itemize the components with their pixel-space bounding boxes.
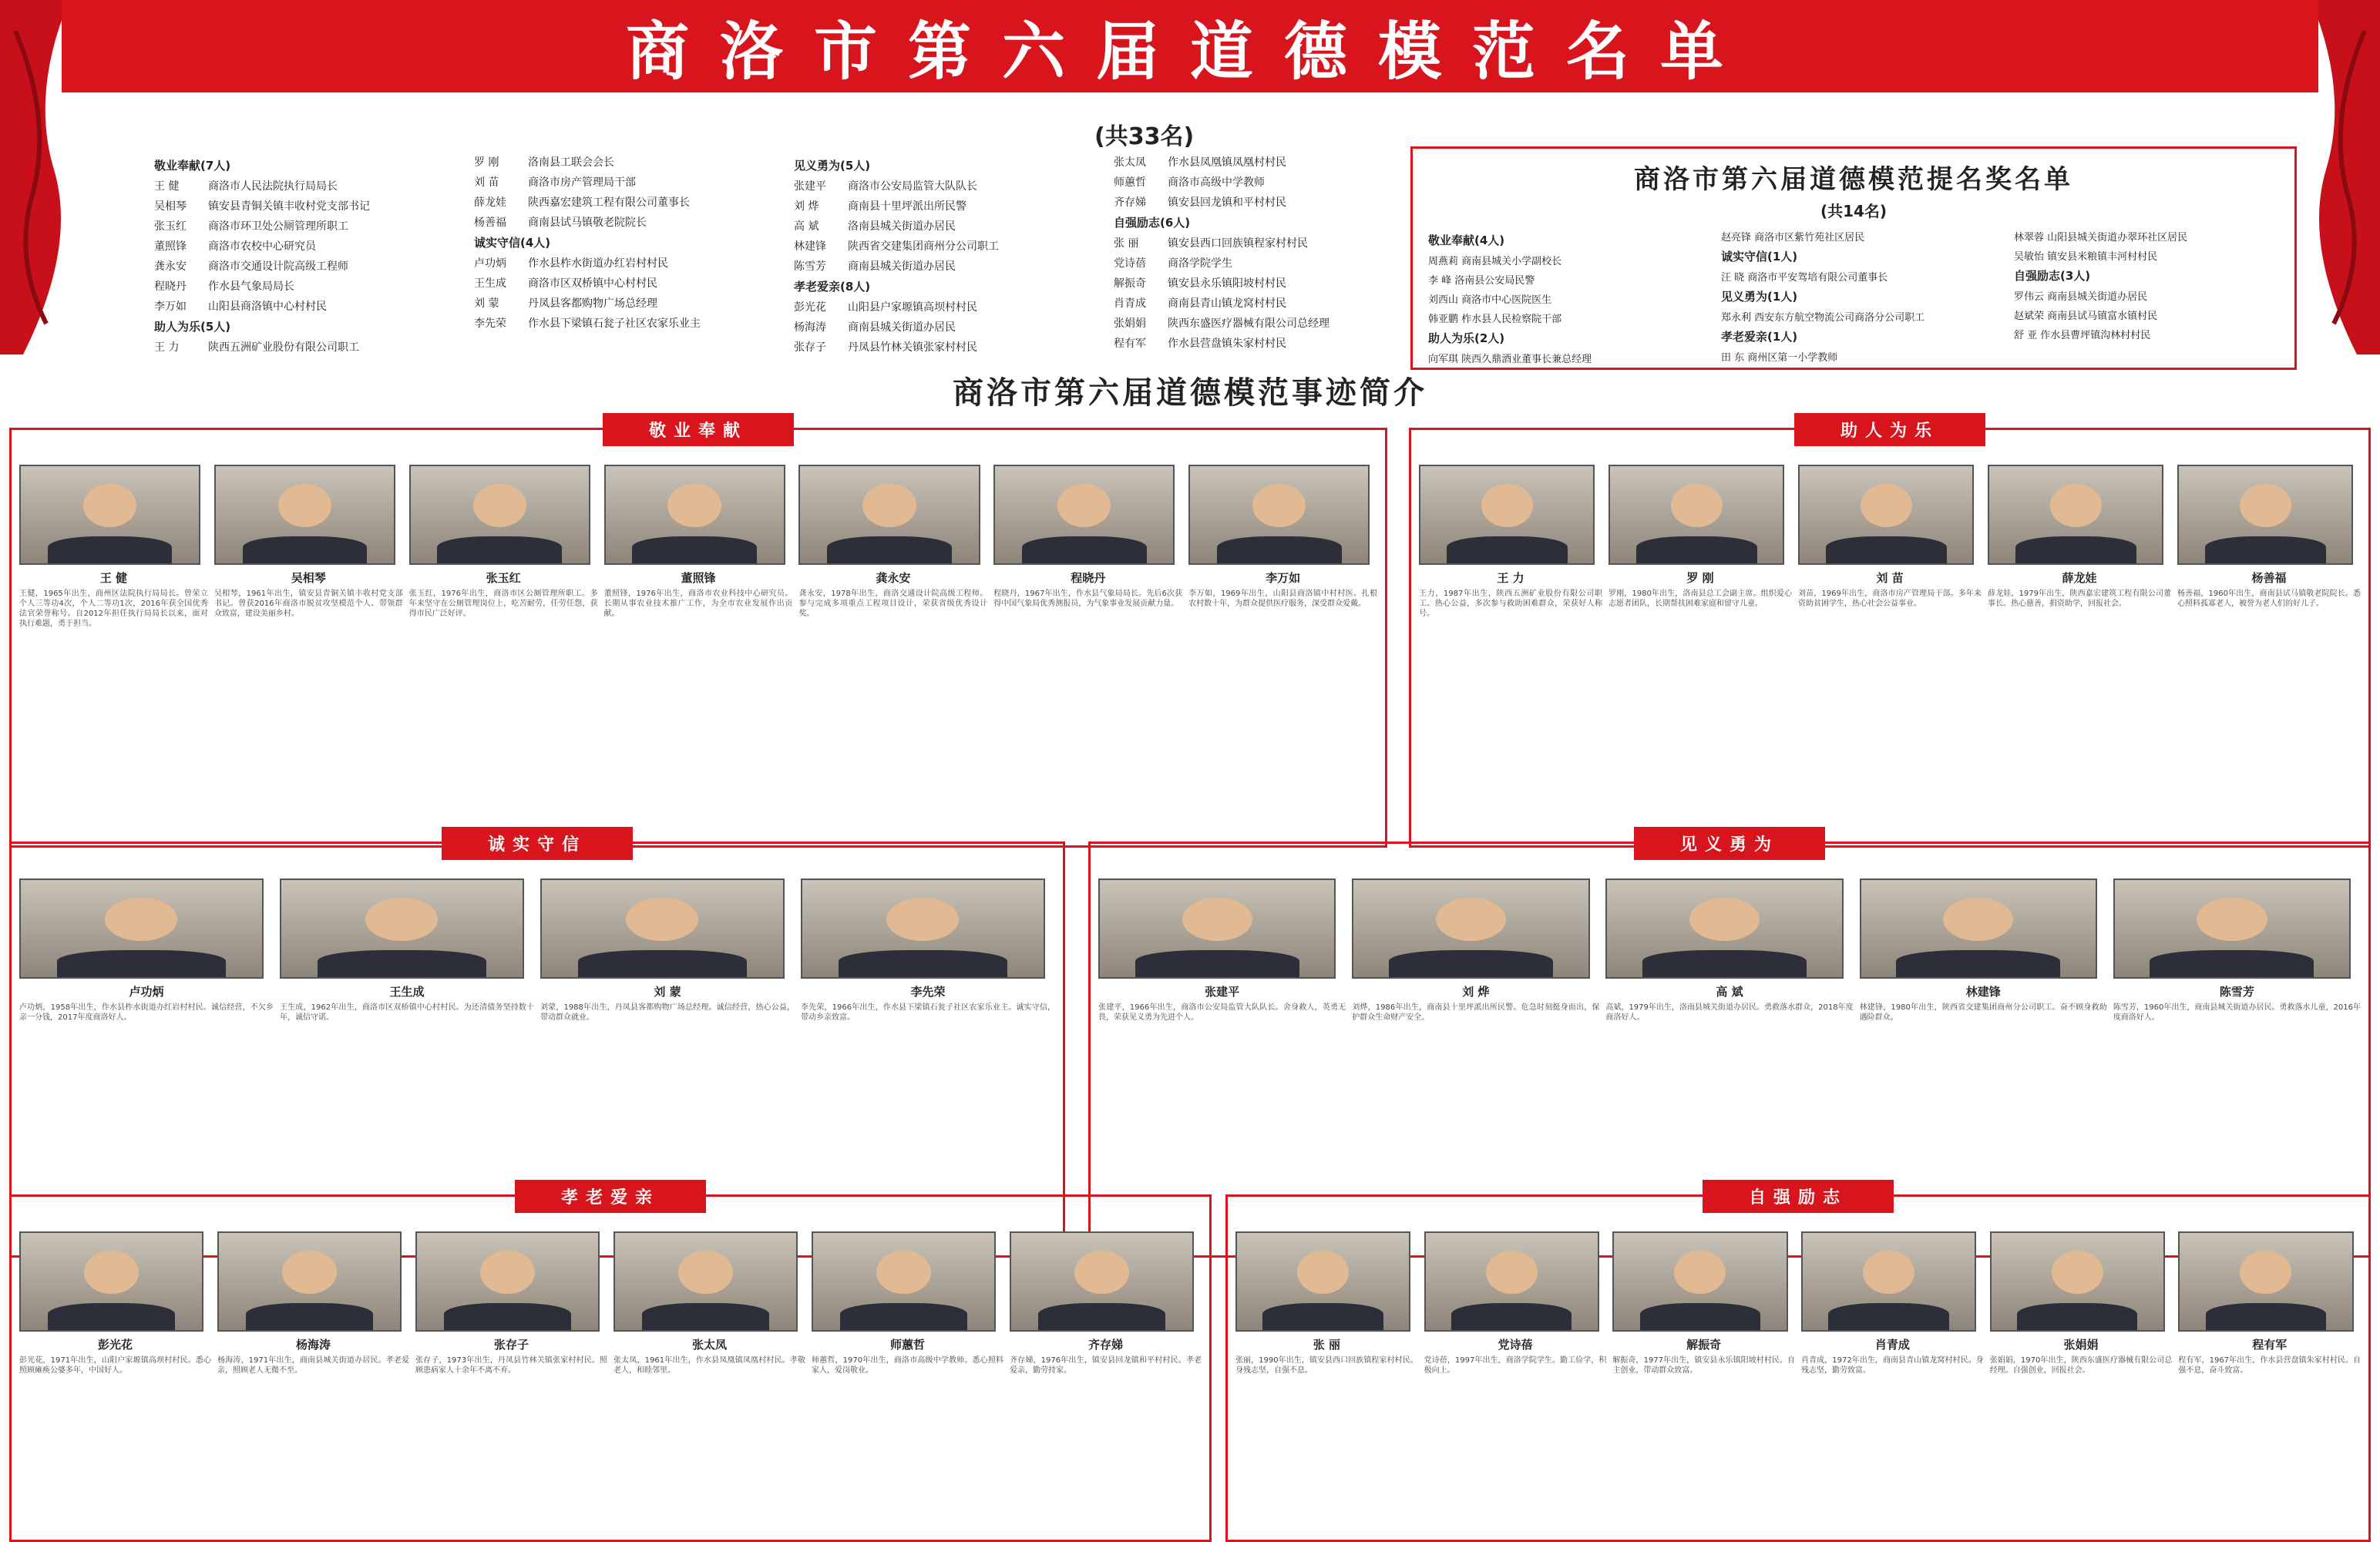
person-name: 肖青成 [1114,297,1146,310]
category-heading: 见义勇为(1人) [1721,290,1798,304]
person-unit: 商南县试马镇敬老院院长 [528,217,647,229]
portrait-photo [812,1231,996,1332]
person-name: 王 力 [154,341,180,354]
name-row [794,238,1067,254]
person-name: 吴相琴 [291,571,326,585]
person-card [1419,465,1602,838]
portrait-photo [1988,465,2163,565]
person-bio: 刘烨，1986年出生，商南县十里坪派出所民警。危急时刻挺身而出，保护群众生命财产安全。 [1352,1003,1600,1022]
person-name: 王生成 [389,985,425,999]
portrait-photo [1801,1231,1976,1332]
category-heading: 助人为乐(5人) [154,320,231,334]
name-row [1114,275,1387,291]
person-name: 卢功炳 [474,257,506,270]
person-bio: 程有军，1967年出生，作水县营盘镇朱家村村民。自强不息，奋斗致富。 [2178,1356,2362,1375]
person-unit: 丹凤县竹林关镇张家村村民 [848,341,977,354]
person-name: 张娟娟 [2063,1338,2099,1352]
portrait-photo [1352,879,1589,979]
person-bio: 张娟娟，1970年出生，陕西东盛医疗器械有限公司总经理。自强创业，回报社会。 [1989,1356,2173,1375]
person-name: 王 力 [1497,571,1524,585]
name-row [474,194,748,210]
person-bio: 刘蒙，1988年出生，丹凤县客都购物广场总经理。诚信经营，热心公益，带动群众就业。 [540,1003,795,1022]
person-bio: 吴相琴，1961年出生，镇安县青铜关镇丰收村党支部书记。曾获2016年商洛市脱贫攻坚模范个人。带领群众致富，建设美丽乡村。 [213,590,403,618]
nominee-row: 林翠蓉 山阳县城关街道办翠环社区居民 [2014,232,2188,244]
portrait-photo [19,879,264,979]
person-card [801,879,1055,1248]
person-bio: 张存子，1973年出生，丹凤县竹林关镇张家村村民。照顾患病家人十余年不离不弃。 [415,1356,607,1375]
person-bio: 高斌，1979年出生，洛南县城关街道办居民。勇救落水群众，2018年度商洛好人。 [1605,1003,1854,1022]
person-name: 程有军 [1114,338,1146,350]
person-card [1235,1231,1418,1532]
person-bio: 陈雪芳，1960年出生，商南县城关街道办居民。勇救落水儿童，2016年度商洛好人。 [2113,1003,2362,1022]
portrait-photo [1990,1231,2165,1332]
person-card [1010,1231,1202,1532]
panel-ziqiang [1225,1188,2371,1542]
nominee-row: 舒 亚 作水县曹坪镇沟林村村民 [2014,330,2151,341]
person-name: 张玉红 [154,220,187,233]
person-name: 刘 蒙 [474,297,499,310]
portrait-photo [1612,1231,1787,1332]
person-bio: 党诗蓓，1997年出生，商洛学院学生。勤工俭学，积极向上。 [1424,1356,1607,1375]
person-name: 龚永安 [154,260,187,273]
person-name: 董照锋 [154,240,187,253]
portrait-photo [798,465,980,565]
person-card [604,465,793,838]
person-card [993,465,1182,838]
person-name: 李先荣 [910,985,946,999]
name-column [794,154,1067,362]
person-name: 党诗蓓 [1114,257,1146,270]
person-card [2178,1231,2361,1532]
person-bio: 王生成，1962年出生，商洛市区双桥镇中心村村民。为还清债务坚持数十年，诚信守诺。 [280,1003,534,1022]
portrait-photo [19,465,200,565]
person-card [613,1231,805,1532]
person-name: 刘 苗 [1876,571,1904,585]
portrait-photo [1098,879,1336,979]
person-name: 师蕙哲 [889,1338,925,1352]
portrait-photo [540,879,785,979]
person-name: 杨善福 [474,217,506,229]
section-tag: 孝老爱亲 [515,1180,706,1213]
person-bio: 李万如，1969年出生，山阳县商洛镇中村村医。扎根农村数十年，为群众提供医疗服务，深受群众爱戴。 [1188,590,1378,608]
nominee-title: 商洛市第六届道德模范提名奖名单 [1634,164,2073,195]
category-heading: 见义勇为(5人) [794,159,871,173]
portrait-photo [2113,879,2351,979]
person-bio: 王力，1987年出生，陕西五洲矿业股份有限公司职工。热心公益，多次参与救助困难群众，荣获好人称号。 [1419,590,1602,618]
name-row [474,315,748,331]
person-bio: 龚永安，1978年出生，商洛交通设计院高级工程师。参与完成多项重点工程项目设计，荣获省级优秀设计奖。 [798,590,988,618]
person-unit: 山阳县商洛镇中心村村民 [208,301,327,313]
person-card [2113,879,2361,1248]
portrait-photo [2178,1231,2353,1332]
person-name: 解振奇 [1686,1338,1722,1352]
person-card [1098,879,1346,1248]
nominee-row: 吴敏怡 镇安县米粮镇丰河村村民 [2014,251,2158,263]
person-bio: 彭光花，1971年出生，山阳户家塬镇高坝村村民。悉心照顾瘫痪公婆多年，中国好人。 [19,1356,211,1375]
panel-xiaolao [9,1188,1212,1542]
nominee-column [2014,229,2276,370]
portrait-photo [409,465,590,565]
person-card [214,465,403,838]
person-unit: 商洛市高级中学教师 [1168,176,1265,189]
name-row [1114,154,1387,170]
person-bio: 杨善福，1960年出生，商南县试马镇敬老院院长。悉心照料孤寡老人，被誉为老人们的好儿子。 [2177,590,2361,608]
person-name: 吴相琴 [154,200,187,213]
name-row [154,178,428,193]
person-bio: 齐存娣，1976年出生，镇安县回龙镇和平村村民。孝老爱亲，勤劳持家。 [1010,1356,1202,1375]
person-name: 齐存娣 [1114,197,1146,209]
person-bio: 薛龙娃，1979年出生，陕西嘉宏建筑工程有限公司董事长。热心慈善，捐资助学，回报社会。 [1988,590,2171,608]
name-row [154,278,428,294]
name-row [1114,335,1387,351]
person-name: 李先荣 [474,317,506,330]
person-name: 张玉红 [486,571,521,585]
category-heading: 孝老爱亲(1人) [1721,330,1798,344]
person-name: 彭光花 [794,301,826,314]
section-subtitle: 商洛市第六届道德模范事迹简介 [953,375,1427,411]
person-name: 刘 苗 [474,176,499,189]
person-card [1798,465,1982,838]
page-title: 商洛市第六届道德模范名单 [625,15,1754,89]
person-bio: 董照锋，1976年出生，商洛市农业科技中心研究员。长期从事农业技术推广工作，为全市农业发展作出贡献。 [603,590,793,618]
category-heading: 孝老爱亲(8人) [794,280,871,294]
person-name: 程晓丹 [1071,571,1106,585]
person-card [798,465,987,838]
category-heading: 助人为乐(2人) [1428,331,1505,345]
person-bio: 程晓丹，1967年出生，作水县气象局局长。先后6次获得中国气象局优秀测报员，为气象事业发展贡献力量。 [993,590,1183,608]
person-card [19,465,208,838]
person-unit: 山阳县户家塬镇高坝村村民 [848,301,977,314]
nominee-columns [1428,229,2279,370]
person-card [1988,465,2171,838]
category-heading: 敬业奉献(7人) [154,159,231,173]
person-unit: 镇安县西口回族镇程家村村民 [1168,237,1308,250]
name-row [794,319,1067,334]
ribbon-decoration-right [2311,0,2380,354]
name-row [474,214,748,230]
person-name: 程晓丹 [154,281,187,293]
person-unit: 商洛市交通设计院高级工程师 [208,260,348,273]
person-bio: 李先荣，1966年出生，作水县下梁镇石瓮子社区农家乐业主。诚实守信，带动乡亲致富。 [801,1003,1055,1022]
person-name: 肖青成 [1874,1338,1910,1352]
person-unit: 商洛市农校中心研究员 [208,240,316,253]
nominee-row: 罗伟云 商南县城关街道办居民 [2014,291,2148,303]
portrait-photo [1860,879,2097,979]
name-row [474,275,748,291]
person-name: 张太凤 [1114,156,1146,169]
name-row [794,198,1067,213]
portrait-photo [1419,465,1595,565]
person-name: 薛龙娃 [2062,571,2097,585]
person-name: 林建锋 [794,240,826,253]
name-column [154,154,428,362]
person-card [19,879,274,1248]
person-name: 张存子 [794,341,826,354]
person-unit: 陕西东盛医疗器械有限公司总经理 [1168,317,1330,330]
nominee-row: 周燕莉 商南县城关小学副校长 [1428,256,1562,267]
category-heading: 自强励志(6人) [1114,216,1191,230]
person-card [1801,1231,1984,1532]
person-unit: 作水县凤凰镇凤凰村村民 [1168,156,1286,169]
person-unit: 镇安县永乐镇阳坡村村民 [1168,277,1286,290]
name-row [154,238,428,254]
name-row [474,255,748,270]
name-row [474,154,748,170]
name-row [1114,255,1387,270]
person-unit: 商洛市房产管理局干部 [528,176,636,189]
person-name: 高 斌 [794,220,819,233]
person-unit: 作水县营盘镇朱家村村民 [1168,338,1286,350]
person-name: 张建平 [1205,985,1240,999]
person-bio: 杨海涛，1971年出生，商南县城关街道办居民。孝老爱亲，照顾老人无微不至。 [217,1356,409,1375]
person-unit: 陕西嘉宏建筑工程有限公司董事长 [528,197,690,209]
portrait-photo [19,1231,203,1332]
person-bio: 卢功炳，1958年出生，作水县柞水街道办红岩村村民。诚信经营，不欠乡亲一分钱，2017年度商洛好人。 [19,1003,274,1022]
nominee-row: 赵亮锋 商洛市区紫竹苑社区居民 [1721,232,1865,244]
portrait-photo [613,1231,798,1332]
person-bio: 师蕙哲，1970年出生，商洛市高级中学教师。悉心照料家人，爱岗敬业。 [812,1356,1003,1375]
person-card [812,1231,1003,1532]
name-row [794,339,1067,354]
person-name: 张存子 [493,1338,529,1352]
nominee-row: 赵斌荣 商南县试马镇富水镇村民 [2014,311,2158,322]
person-bio: 张太凤，1961年出生，作水县凤凰镇凤凰村村民。孝敬老人，和睦邻里。 [613,1356,805,1375]
nominee-row: 田 东 商州区第一小学教师 [1721,352,1838,364]
person-name: 彭光花 [97,1338,133,1352]
name-row [794,299,1067,314]
person-bio: 林建锋，1980年出生，陕西省交建集团商州分公司职工。奋不顾身救助遇险群众。 [1859,1003,2107,1022]
person-name: 党诗蓓 [1498,1338,1533,1352]
person-card [217,1231,409,1532]
name-row [154,218,428,233]
person-name: 罗 刚 [1686,571,1714,585]
nominee-row: 向军琪 陕西久鼎酒业董事长兼总经理 [1428,354,1592,365]
name-row [474,174,748,190]
nominee-column [1721,229,1983,370]
nominee-row: 李 峰 洛南县公安局民警 [1428,275,1535,287]
category-heading: 诚实守信(4人) [474,236,551,250]
name-row [1114,194,1387,210]
name-row [154,198,428,213]
person-name: 罗 刚 [474,156,499,169]
nominee-box [1410,146,2297,370]
nominee-count: (共14名) [1820,202,1888,220]
person-name: 薛龙娃 [474,197,506,209]
category-heading: 自强励志(3人) [2014,269,2091,283]
section-tag: 助人为乐 [1794,413,1985,446]
person-unit: 作水县柞水街道办红岩村村民 [528,257,668,270]
person-unit: 商南县城关街道办居民 [848,260,956,273]
person-name: 李万如 [154,301,187,313]
cards-row [19,1231,1202,1532]
person-unit: 商洛市区双桥镇中心村村民 [528,277,657,290]
person-bio: 张丽，1990年出生，镇安县西口回族镇程家村村民。身残志坚，自强不息。 [1235,1356,1418,1375]
section-tag: 敬业奉献 [603,413,794,446]
person-unit: 商南县城关街道办居民 [848,321,956,334]
person-bio: 王健，1965年出生，商州区法院执行局局长。曾荣立个人三等功4次，个人二等功1次，2016年获全国优秀法官荣誉称号。自2012年担任执行局局长以来，面对执行难题，勇于担当。 [19,590,208,628]
portrait-photo [1605,879,1843,979]
person-unit: 商洛市公安局监管大队队长 [848,180,977,193]
portrait-photo [217,1231,402,1332]
cards-row [1419,465,2361,838]
panel-jingye [9,422,1387,848]
person-unit: 丹凤县客都购物广场总经理 [528,297,657,310]
portrait-photo [1010,1231,1194,1332]
person-name: 林建锋 [1965,985,2001,999]
person-bio: 张建平，1966年出生，商洛市公安局监管大队队长。舍身救人，英勇无畏，荣获见义勇为先进个人。 [1098,1003,1346,1022]
nominee-row: 汪 晓 商洛市平安驾培有限公司董事长 [1721,272,1888,284]
person-unit: 商洛学院学生 [1168,257,1232,270]
name-row [154,258,428,274]
person-unit: 镇安县回龙镇和平村村民 [1168,197,1286,209]
title-banner [62,0,2318,92]
portrait-photo [1798,465,1974,565]
portrait-photo [1424,1231,1599,1332]
name-column [474,154,748,362]
person-card [280,879,534,1248]
person-card [1990,1231,2173,1532]
nominee-column [1428,229,1690,370]
person-card [415,1231,607,1532]
person-name: 师蕙哲 [1114,176,1146,189]
person-bio: 解振奇，1977年出生，镇安县永乐镇阳坡村村民。自主创业，带动群众致富。 [1612,1356,1796,1375]
portrait-photo [993,465,1175,565]
person-name: 张娟娟 [1114,317,1146,330]
person-card [1860,879,2107,1248]
person-unit: 镇安县青铜关镇丰收村党支部书记 [208,200,370,213]
person-name: 张 丽 [1313,1338,1340,1352]
person-name: 刘 烨 [1462,985,1490,999]
person-card [19,1231,211,1532]
name-row [1114,295,1387,311]
person-name: 杨善福 [2251,571,2287,585]
person-name: 杨海涛 [794,321,826,334]
person-bio: 肖青成，1972年出生，商南县青山镇龙窝村村民。身残志坚，勤劳致富。 [1801,1356,1984,1375]
person-name: 刘 烨 [794,200,819,213]
person-unit: 陕西省交建集团商州分公司职工 [848,240,999,253]
section-tag: 见义勇为 [1634,827,1825,860]
portrait-photo [415,1231,600,1332]
name-row [154,339,428,354]
name-row [1114,174,1387,190]
name-row [794,178,1067,193]
person-unit: 商洛市环卫处公厕管理所职工 [208,220,348,233]
category-heading: 诚实守信(1人) [1721,250,1798,264]
name-row [154,298,428,314]
person-unit: 商南县十里坪派出所民警 [848,200,966,213]
person-name: 李万如 [1266,571,1301,585]
nominee-row: 刘西山 商洛市中心医院医生 [1428,294,1552,306]
person-unit: 洛南县工联会会长 [528,156,614,169]
total-count: (共33名) [1094,123,1195,150]
person-name: 程有军 [2252,1338,2288,1352]
person-bio: 罗刚，1980年出生，洛南县总工会副主席。组织爱心志愿者团队，长期帮扶困难家庭和留守儿童。 [1609,590,1792,608]
cards-row [19,465,1377,838]
person-name: 杨海涛 [295,1338,331,1352]
nominee-row: 韩亚鹏 柞水县人民检察院干部 [1428,314,1562,325]
person-name: 高 斌 [1716,985,1743,999]
portrait-photo [1235,1231,1410,1332]
person-name: 张太凤 [691,1338,727,1352]
nominee-row: 郑永利 西安东方航空物流公司商洛分公司职工 [1721,312,1925,324]
person-card [1424,1231,1607,1532]
section-tag: 自强励志 [1703,1180,1894,1213]
person-name: 董照锋 [681,571,716,585]
person-name: 解振奇 [1114,277,1146,290]
person-name: 张 丽 [1114,237,1139,250]
person-name: 刘 蒙 [654,985,681,999]
person-bio: 刘苗，1969年出生，商洛市房产管理局干部。多年来资助贫困学生，热心社会公益事业。 [1798,590,1982,608]
portrait-photo [1609,465,1784,565]
person-card [1612,1231,1795,1532]
person-unit: 商洛市人民法院执行局局长 [208,180,338,193]
name-row [1114,235,1387,250]
category-heading: 敬业奉献(4人) [1428,233,1505,247]
portrait-photo [2177,465,2353,565]
person-bio: 张玉红，1976年出生，商洛市区公厕管理所职工。多年来坚守在公厕管理岗位上，吃苦耐劳，任劳任怨，获得市民广泛好评。 [408,590,598,618]
person-unit: 作水县气象局局长 [208,281,294,293]
person-unit: 陕西五洲矿业股份有限公司职工 [208,341,359,354]
person-card [1352,879,1599,1248]
name-row [474,295,748,311]
person-card [1188,465,1377,838]
portrait-photo [280,879,524,979]
name-row [794,218,1067,233]
person-name: 王 健 [154,180,180,193]
ribbon-decoration-left [0,0,69,354]
person-unit: 洛南县城关街道办居民 [848,220,956,233]
section-tag: 诚实守信 [442,827,633,860]
portrait-photo [1188,465,1370,565]
person-name: 齐存娣 [1087,1338,1123,1352]
person-name: 张建平 [794,180,826,193]
person-name: 陈雪芳 [2219,985,2254,999]
person-name: 龚永安 [876,571,911,585]
person-card [2177,465,2361,838]
portrait-photo [801,879,1045,979]
portrait-photo [214,465,395,565]
person-name: 王生成 [474,277,506,290]
person-card [1609,465,1792,838]
person-unit: 商南县青山镇龙窝村村民 [1168,297,1286,310]
name-column [1114,154,1387,362]
person-card [409,465,598,838]
name-row [1114,315,1387,331]
name-row [794,258,1067,274]
cards-row [1235,1231,2361,1532]
panel-zhuren [1409,422,2371,848]
person-name: 卢功炳 [129,985,164,999]
winner-name-list [154,154,1387,362]
person-name: 王 健 [99,571,128,585]
portrait-photo [604,465,785,565]
person-name: 陈雪芳 [794,260,826,273]
person-unit: 作水县下梁镇石瓮子社区农家乐业主 [528,317,701,330]
